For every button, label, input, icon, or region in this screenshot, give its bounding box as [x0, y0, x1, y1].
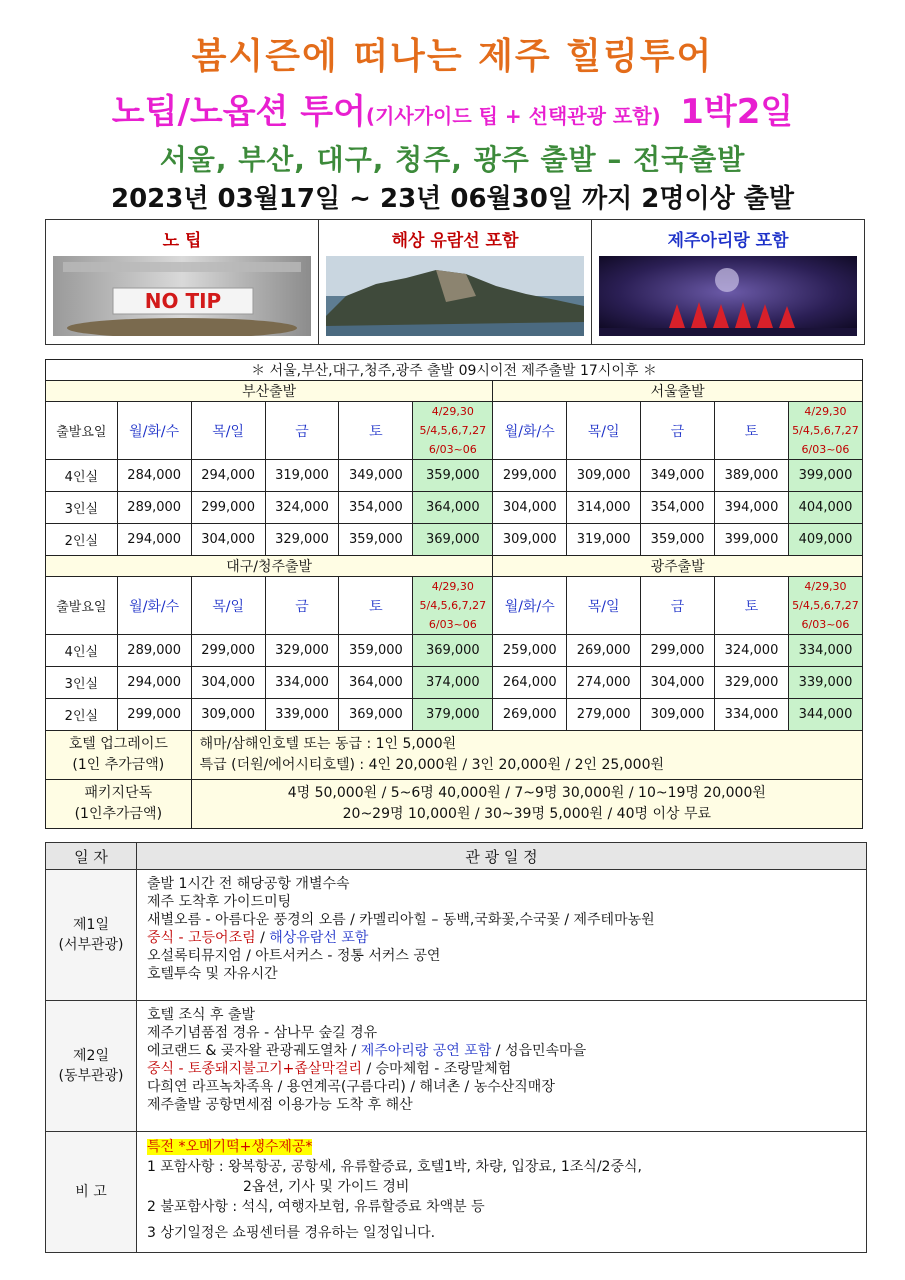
price-cell: 389,000 — [715, 460, 789, 492]
package-label-line: 패키지단독 — [84, 785, 153, 801]
price-cell: 339,000 — [265, 699, 339, 731]
schedule-line: 출발 1시간 전 해당공항 개별수속 — [147, 876, 350, 892]
price-cell: 294,000 — [191, 460, 265, 492]
table-row — [46, 667, 863, 699]
package-label-line: (1인추가금액) — [74, 806, 163, 822]
itinerary-table — [45, 842, 867, 1253]
day-header: 월/화/수 — [493, 402, 567, 460]
title-line2 — [0, 84, 905, 133]
package-label — [46, 780, 192, 829]
day-header: 토 — [715, 402, 789, 460]
day-header: 금 — [641, 577, 715, 635]
table-row — [46, 635, 863, 667]
note-line: 1 포함사항 : 왕복항공, 공항세, 유류할증료, 호텔1박, 차량, 입장료, 1조식/2중식, — [147, 1159, 642, 1175]
hotel-option: 특급 (더원/에어시티호텔) : 4인 20,000원 / 3인 20,000원 / 2인 25,000원 — [199, 757, 664, 773]
room-label: 4인실 — [46, 460, 118, 492]
day-header: 목/일 — [567, 577, 641, 635]
day-header: 목/일 — [567, 402, 641, 460]
photo-notip — [46, 220, 319, 344]
price-cell: 309,000 — [567, 460, 641, 492]
separator: / — [255, 930, 270, 946]
schedule-line — [147, 1060, 856, 1078]
price-cell: 404,000 — [788, 492, 862, 524]
price-cell: 289,000 — [117, 635, 191, 667]
day-header: 토 — [339, 402, 413, 460]
price-cell: 309,000 — [641, 699, 715, 731]
price-cell: 409,000 — [788, 524, 862, 556]
price-cell: 359,000 — [339, 635, 413, 667]
block2-left-title: 대구/청주출발 — [46, 556, 493, 577]
day-header: 목/일 — [191, 577, 265, 635]
notip-jar-image — [53, 256, 311, 336]
table-row — [46, 699, 863, 731]
price-cell: 304,000 — [191, 524, 265, 556]
schedule-line: 호텔 조식 후 출발 — [147, 1007, 256, 1023]
hotel-option: 해마/삼해인호텔 또는 동급 : 1인 5,000원 — [199, 736, 457, 752]
price-cell: 374,000 — [413, 667, 493, 699]
special-benefit: 특전 *오메기떡+생수제공* — [147, 1139, 313, 1155]
price-cell: 379,000 — [413, 699, 493, 731]
hotel-upgrade-label — [46, 731, 192, 780]
price-cell: 359,000 — [413, 460, 493, 492]
header-label: 출발요일 — [46, 577, 118, 635]
price-cell: 334,000 — [715, 699, 789, 731]
day-header: 월/화/수 — [117, 577, 191, 635]
itinerary-head-day: 일 자 — [46, 843, 137, 870]
hotel-upgrade-content — [191, 731, 862, 780]
hotel-label-line: (1인 추가금액) — [72, 757, 165, 773]
arirang-text: 제주아리랑 공연 포함 — [360, 1043, 492, 1059]
day-label-line: (서부관광) — [58, 937, 124, 953]
special-day: 4/29,30 — [804, 580, 847, 593]
price-cell: 399,000 — [788, 460, 862, 492]
price-cell: 329,000 — [715, 667, 789, 699]
special-day: 5/4,5,6,7,27 — [419, 424, 487, 437]
price-cell: 264,000 — [493, 667, 567, 699]
price-cell: 364,000 — [413, 492, 493, 524]
price-cell: 309,000 — [191, 699, 265, 731]
title-line1: 봄시즌에 떠나는 제주 힐링투어 — [191, 36, 714, 77]
price-cell: 349,000 — [339, 460, 413, 492]
photo-cruise — [319, 220, 592, 344]
special-day: 4/29,30 — [431, 405, 474, 418]
price-cell: 329,000 — [265, 524, 339, 556]
price-cell: 274,000 — [567, 667, 641, 699]
schedule-line: 다희연 라프녹차족욕 / 용연계곡(구름다리) / 해녀촌 / 농수산직매장 — [147, 1079, 555, 1095]
day-label-line: 제1일 — [73, 917, 109, 933]
photo-caption: 제주아리랑 포함 — [667, 231, 789, 251]
title-notip: 노팁/노옵션 투어 — [111, 92, 366, 132]
price-cell: 324,000 — [265, 492, 339, 524]
schedule-line — [147, 1042, 856, 1060]
day1-schedule — [137, 870, 867, 1001]
title-departures: 서울, 부산, 대구, 청주, 광주 출발 – 전국출발 — [159, 143, 746, 176]
schedule-line: 제주 도착후 가이드미팅 — [147, 894, 292, 910]
price-cell: 294,000 — [117, 524, 191, 556]
special-days-header — [413, 402, 493, 460]
itinerary-head-content: 관 광 일 정 — [137, 843, 867, 870]
room-label: 2인실 — [46, 524, 118, 556]
day-header: 금 — [265, 402, 339, 460]
notes-content — [137, 1132, 867, 1253]
room-label: 2인실 — [46, 699, 118, 731]
day-header: 토 — [715, 577, 789, 635]
price-cell: 399,000 — [715, 524, 789, 556]
price-cell: 304,000 — [493, 492, 567, 524]
photo-arirang — [592, 220, 864, 344]
price-cell: 364,000 — [339, 667, 413, 699]
lunch-text: 중식 - 고등어조림 — [147, 930, 256, 946]
day-header: 금 — [641, 402, 715, 460]
price-cell: 299,000 — [117, 699, 191, 731]
price-cell: 289,000 — [117, 492, 191, 524]
special-days-header — [788, 402, 862, 460]
price-cell: 269,000 — [493, 699, 567, 731]
special-day: 4/29,30 — [431, 580, 474, 593]
price-cell: 334,000 — [265, 667, 339, 699]
hotel-label-line: 호텔 업그레이드 — [68, 736, 168, 752]
departure-notice: ＊ 서울,부산,대구,청주,광주 출발 09시이전 제주출발 17시이후 ＊ — [46, 360, 863, 381]
notip-sign-text: NO TIP — [144, 289, 222, 313]
schedule-line: 호텔투숙 및 자유시간 — [147, 966, 278, 982]
title-included: (기사가이드 팁 + 선택관광 포함) — [365, 104, 661, 128]
special-day: 6/03~06 — [801, 443, 850, 456]
day2-schedule — [137, 1001, 867, 1132]
price-table — [45, 359, 863, 829]
day2-label — [46, 1001, 137, 1132]
price-cell: 394,000 — [715, 492, 789, 524]
price-cell: 294,000 — [117, 667, 191, 699]
special-days-header — [413, 577, 493, 635]
schedule-line — [147, 929, 856, 947]
schedule-text: 에코랜드 & 곶자왈 관광궤도열차 / — [147, 1043, 361, 1059]
price-cell: 359,000 — [339, 524, 413, 556]
price-cell: 359,000 — [641, 524, 715, 556]
price-cell: 369,000 — [413, 524, 493, 556]
room-label: 3인실 — [46, 492, 118, 524]
photo-caption: 노 팁 — [162, 231, 202, 251]
price-cell: 319,000 — [265, 460, 339, 492]
special-days-header — [788, 577, 862, 635]
cruise-text: 해상유람선 포함 — [269, 930, 369, 946]
special-day: 6/03~06 — [428, 618, 477, 631]
package-option: 20~29명 10,000원 / 30~39명 5,000원 / 40명 이상 무료 — [342, 806, 711, 822]
notes-label: 비 고 — [46, 1132, 137, 1253]
special-day: 6/03~06 — [801, 618, 850, 631]
schedule-line: 오설록티뮤지엄 / 아트서커스 - 정통 서커스 공연 — [147, 948, 441, 964]
special-day: 6/03~06 — [428, 443, 477, 456]
coast-image — [326, 256, 584, 336]
title-duration: 1박2일 — [680, 92, 794, 132]
day-label-line: (동부관광) — [58, 1068, 124, 1084]
special-day: 5/4,5,6,7,27 — [419, 599, 487, 612]
special-day: 5/4,5,6,7,27 — [792, 599, 859, 612]
package-option: 4명 50,000원 / 5~6명 40,000원 / 7~9명 30,000원 / 10~19명 20,000원 — [287, 785, 766, 801]
day-header: 월/화/수 — [493, 577, 567, 635]
price-cell: 299,000 — [191, 635, 265, 667]
price-cell: 339,000 — [788, 667, 862, 699]
schedule-line: 새별오름 - 아름다운 풍경의 오름 / 카멜리아힐 – 동백,국화꽃,수국꽃 / 제주테마농원 — [147, 912, 655, 928]
package-content — [191, 780, 862, 829]
special-day: 4/29,30 — [804, 405, 847, 418]
schedule-line: 제주출발 공항면세점 이용가능 도착 후 해산 — [147, 1097, 413, 1113]
price-cell: 324,000 — [715, 635, 789, 667]
table-row — [46, 524, 863, 556]
price-cell: 284,000 — [117, 460, 191, 492]
price-cell: 309,000 — [493, 524, 567, 556]
room-label: 3인실 — [46, 667, 118, 699]
price-cell: 304,000 — [191, 667, 265, 699]
block1-right-title: 서울출발 — [493, 381, 863, 402]
price-cell: 329,000 — [265, 635, 339, 667]
title-period: 2023년 03월17일 ~ 23년 06월30일 까지 2명이상 출발 — [110, 184, 795, 214]
price-cell: 369,000 — [339, 699, 413, 731]
block2-right-title: 광주출발 — [493, 556, 863, 577]
day1-label — [46, 870, 137, 1001]
price-cell: 334,000 — [788, 635, 862, 667]
note-line: 2 불포함사항 : 석식, 여행자보험, 유류할증료 차액분 등 — [147, 1199, 485, 1215]
schedule-text: / 성읍민속마을 — [491, 1043, 587, 1059]
table-row — [46, 460, 863, 492]
price-cell: 319,000 — [567, 524, 641, 556]
price-cell: 304,000 — [641, 667, 715, 699]
price-cell: 344,000 — [788, 699, 862, 731]
price-cell: 349,000 — [641, 460, 715, 492]
price-cell: 299,000 — [641, 635, 715, 667]
day-header: 목/일 — [191, 402, 265, 460]
schedule-line — [147, 1137, 856, 1157]
special-day: 5/4,5,6,7,27 — [792, 424, 859, 437]
note-line: 3 상기일정은 쇼핑센터를 경유하는 일정입니다. — [147, 1225, 436, 1241]
price-cell: 259,000 — [493, 635, 567, 667]
room-label: 4인실 — [46, 635, 118, 667]
note-line: 2옵션, 기사 및 가이드 경비 — [243, 1179, 410, 1195]
block1-left-title: 부산출발 — [46, 381, 493, 402]
price-cell: 299,000 — [191, 492, 265, 524]
price-cell: 299,000 — [493, 460, 567, 492]
price-cell: 269,000 — [567, 635, 641, 667]
stage-image — [599, 256, 857, 336]
price-cell: 354,000 — [641, 492, 715, 524]
table-row — [46, 492, 863, 524]
header-label: 출발요일 — [46, 402, 118, 460]
price-cell: 314,000 — [567, 492, 641, 524]
lunch-text: 중식 - 토종돼지불고기+좁살막걸리 — [147, 1061, 363, 1077]
schedule-text: / 승마체험 - 조랑말체험 — [362, 1061, 512, 1077]
price-cell: 354,000 — [339, 492, 413, 524]
price-cell: 279,000 — [567, 699, 641, 731]
day-header: 토 — [339, 577, 413, 635]
day-header: 월/화/수 — [117, 402, 191, 460]
photo-caption: 해상 유람선 포함 — [391, 231, 519, 251]
schedule-line: 제주기념품점 경유 - 삼나무 숲길 경유 — [147, 1025, 378, 1041]
price-cell: 369,000 — [413, 635, 493, 667]
photo-strip — [45, 219, 865, 345]
day-label-line: 제2일 — [73, 1048, 109, 1064]
day-header: 금 — [265, 577, 339, 635]
